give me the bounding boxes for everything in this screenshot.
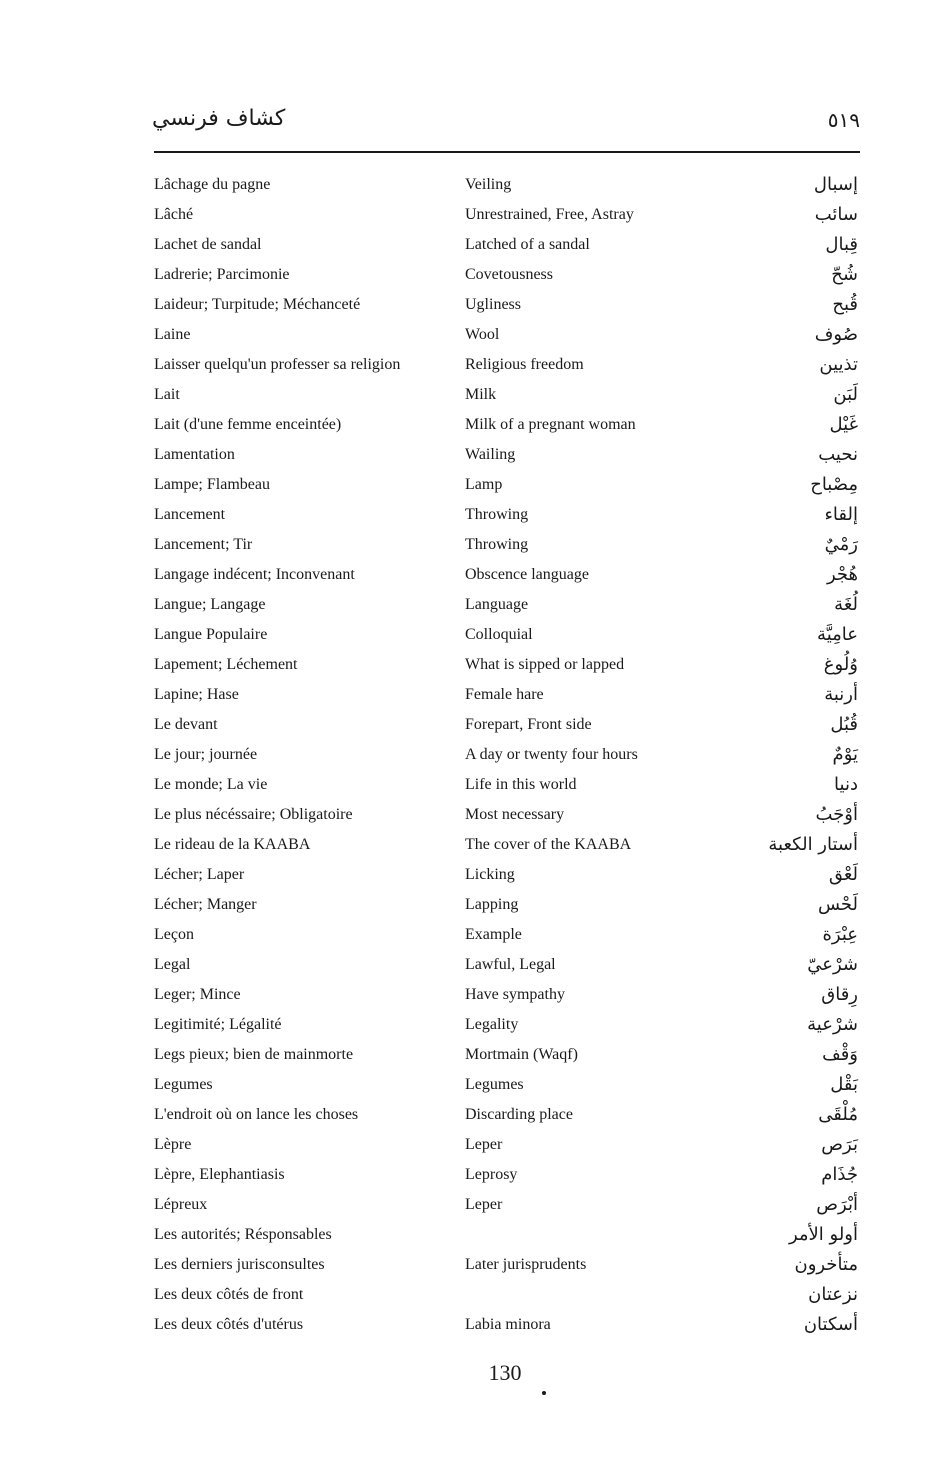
french-term: Laine (154, 326, 191, 343)
arabic-term: شرْعيّ (807, 954, 858, 975)
french-term: Lâchage du pagne (154, 176, 271, 193)
arabic-term: متأخرون (794, 1254, 858, 1275)
english-term: Wool (465, 326, 500, 343)
arabic-term: وَقْف (822, 1044, 858, 1065)
french-term: Le jour; journée (154, 746, 258, 763)
arabic-term: تذيين (819, 354, 858, 375)
ink-mark (542, 1391, 546, 1395)
english-term: Lamp (465, 476, 503, 493)
french-term: Legumes (154, 1076, 213, 1093)
arabic-term: دنيا (834, 774, 858, 795)
english-term: Veiling (465, 176, 512, 193)
french-term: Les autorités; Résponsables (154, 1226, 332, 1243)
entry-row (0, 1162, 944, 1192)
english-term: Legumes (465, 1076, 524, 1093)
arabic-term: قُبح (832, 294, 858, 315)
arabic-term: هُجْر (826, 564, 858, 585)
english-term: Language (465, 596, 529, 613)
english-term: Wailing (465, 446, 516, 463)
french-term: Lâché (154, 206, 194, 223)
french-term: Lécher; Manger (154, 896, 257, 913)
french-term: Lait (d'une femme enceintée) (154, 416, 342, 433)
entry-row (0, 472, 944, 502)
french-term: Lapine; Hase (154, 686, 239, 703)
entry-row (0, 382, 944, 412)
english-term: Milk of a pregnant woman (465, 416, 636, 433)
entry-row (0, 532, 944, 562)
entry-row (0, 862, 944, 892)
french-term: Les deux côtés de front (154, 1286, 304, 1303)
entry-row (0, 232, 944, 262)
arabic-term: إسبال (813, 174, 858, 195)
english-term: Later jurisprudents (465, 1256, 587, 1273)
english-term: Obscence language (465, 566, 589, 583)
french-term: Laisser quelqu'un professer sa religion (154, 356, 401, 373)
entry-row (0, 712, 944, 742)
english-term: A day or twenty four hours (465, 746, 638, 763)
french-term: Lait (154, 386, 180, 403)
entry-row (0, 172, 944, 202)
entry-row (0, 1102, 944, 1132)
english-term: Throwing (465, 536, 529, 553)
arabic-term: مِصْباح (810, 474, 858, 495)
entry-row (0, 742, 944, 772)
french-term: Le devant (154, 716, 218, 733)
arabic-term: لَعْق (828, 864, 858, 885)
entry-row (0, 322, 944, 352)
entry-row (0, 1192, 944, 1222)
entry-row (0, 622, 944, 652)
header-rule (154, 151, 860, 153)
french-term: Langue; Langage (154, 596, 266, 613)
entry-row (0, 442, 944, 472)
french-term: Legs pieux; bien de mainmorte (154, 1046, 354, 1063)
entry-row (0, 292, 944, 322)
entry-row (0, 1312, 944, 1342)
french-term: Laideur; Turpitude; Méchanceté (154, 296, 361, 313)
french-term: Le plus nécéssaire; Obligatoire (154, 806, 353, 823)
arabic-term: يَوْمٌ (832, 744, 858, 765)
arabic-term: نحيب (818, 444, 858, 465)
entry-row (0, 832, 944, 862)
entry-row (0, 892, 944, 922)
arabic-term: أرنبة (824, 684, 858, 705)
english-term: Life in this world (465, 776, 577, 793)
english-term: Unrestrained, Free, Astray (465, 206, 634, 223)
arabic-term: نزعتان (808, 1284, 858, 1305)
arabic-term: قِبال (825, 234, 858, 255)
arabic-term: وُلُوغ (823, 654, 858, 675)
french-term: Legitimité; Légalité (154, 1016, 282, 1033)
french-term: Les derniers jurisconsultes (154, 1256, 325, 1273)
entry-row (0, 562, 944, 592)
french-term: Lèpre (154, 1136, 192, 1153)
arabic-term: جُذَام (821, 1164, 858, 1185)
entry-row (0, 952, 944, 982)
french-term: L'endroit où on lance les choses (154, 1106, 359, 1123)
entry-row (0, 652, 944, 682)
arabic-term: رِقاق (821, 984, 858, 1005)
entry-row (0, 502, 944, 532)
arabic-term: صُوف (814, 324, 858, 345)
arabic-term: أسكتان (803, 1314, 858, 1335)
english-term: Leper (465, 1136, 503, 1153)
arabic-term: شُحّ (831, 264, 858, 285)
entry-row (0, 262, 944, 292)
entry-row (0, 802, 944, 832)
english-term: Forepart, Front side (465, 716, 592, 733)
english-term: Ugliness (465, 296, 521, 313)
running-title: كشاف فرنسي (152, 106, 286, 131)
english-term: The cover of the KAABA (465, 836, 632, 853)
french-term: Leçon (154, 926, 194, 943)
entry-row (0, 592, 944, 622)
french-term: Lachet de sandal (154, 236, 262, 253)
french-term: Les deux côtés d'utérus (154, 1316, 304, 1333)
folio-number: 130 (488, 1360, 522, 1385)
english-term: Latched of a sandal (465, 236, 590, 253)
english-term: Religious freedom (465, 356, 584, 373)
french-term: Lécher; Laper (154, 866, 245, 883)
english-term: Licking (465, 866, 515, 883)
french-term: Lancement (154, 506, 226, 523)
entry-row (0, 1252, 944, 1282)
arabic-term: عامِيَّة (817, 624, 858, 645)
arabic-term: إلقاء (824, 504, 858, 525)
entry-row (0, 982, 944, 1012)
english-term: What is sipped or lapped (465, 656, 625, 673)
entry-row (0, 202, 944, 232)
entry-row (0, 412, 944, 442)
english-term: Milk (465, 386, 497, 403)
english-term: Lawful, Legal (465, 956, 556, 973)
entry-row (0, 1282, 944, 1312)
french-term: Lèpre, Elephantiasis (154, 1166, 285, 1183)
french-term: Leger; Mince (154, 986, 241, 1003)
arabic-term: سائب (814, 204, 858, 225)
arabic-term: غَيْل (829, 414, 858, 435)
entry-row (0, 1072, 944, 1102)
french-term: Lépreux (154, 1196, 208, 1213)
english-term: Leprosy (465, 1166, 518, 1183)
header-page-number: ٥١٩ (827, 108, 860, 132)
english-term: Mortmain (Waqf) (465, 1046, 578, 1063)
arabic-term: لُغَة (834, 594, 858, 615)
entry-row (0, 772, 944, 802)
english-term: Have sympathy (465, 986, 565, 1003)
arabic-term: أوْجَبُ (815, 804, 858, 825)
english-term: Most necessary (465, 806, 565, 823)
english-term: Covetousness (465, 266, 553, 283)
arabic-term: شرْعية (807, 1014, 858, 1035)
arabic-term: بَقْل (830, 1074, 858, 1095)
french-term: Le monde; La vie (154, 776, 268, 793)
french-term: Lampe; Flambeau (154, 476, 270, 493)
english-term: Example (465, 926, 522, 943)
french-term: Langue Populaire (154, 626, 268, 643)
english-term: Discarding place (465, 1106, 573, 1123)
arabic-term: مُلْقَى (818, 1104, 858, 1125)
page-header (152, 106, 860, 142)
entry-list (0, 172, 944, 1342)
entry-row (0, 1132, 944, 1162)
arabic-term: رَمْيٌ (824, 534, 858, 555)
french-term: Ladrerie; Parcimonie (154, 266, 290, 283)
arabic-term: قُبُل (830, 714, 858, 735)
english-term: Labia minora (465, 1316, 551, 1333)
english-term: Legality (465, 1016, 519, 1033)
french-term: Lapement; Léchement (154, 656, 298, 673)
arabic-term: لَبَن (833, 384, 858, 405)
entry-row (0, 682, 944, 712)
arabic-term: أبْرَص (816, 1194, 858, 1215)
entry-row (0, 1012, 944, 1042)
french-term: Langage indécent; Inconvenant (154, 566, 355, 583)
entry-row (0, 1222, 944, 1252)
english-term: Colloquial (465, 626, 533, 643)
english-term: Leper (465, 1196, 503, 1213)
arabic-term: أولو الأمر (788, 1224, 858, 1245)
arabic-term: عِبْرَة (822, 924, 858, 945)
french-term: Le rideau de la KAABA (154, 836, 311, 853)
arabic-term: بَرَص (821, 1134, 858, 1155)
entry-row (0, 922, 944, 952)
english-term: Lapping (465, 896, 519, 913)
french-term: Lamentation (154, 446, 235, 463)
english-term: Throwing (465, 506, 529, 523)
entry-row (0, 352, 944, 382)
arabic-term: لَحْس (817, 894, 858, 915)
english-term: Female hare (465, 686, 544, 703)
arabic-term: أستار الكعبة (768, 834, 858, 855)
french-term: Legal (154, 956, 191, 973)
entry-row (0, 1042, 944, 1072)
french-term: Lancement; Tir (154, 536, 253, 553)
